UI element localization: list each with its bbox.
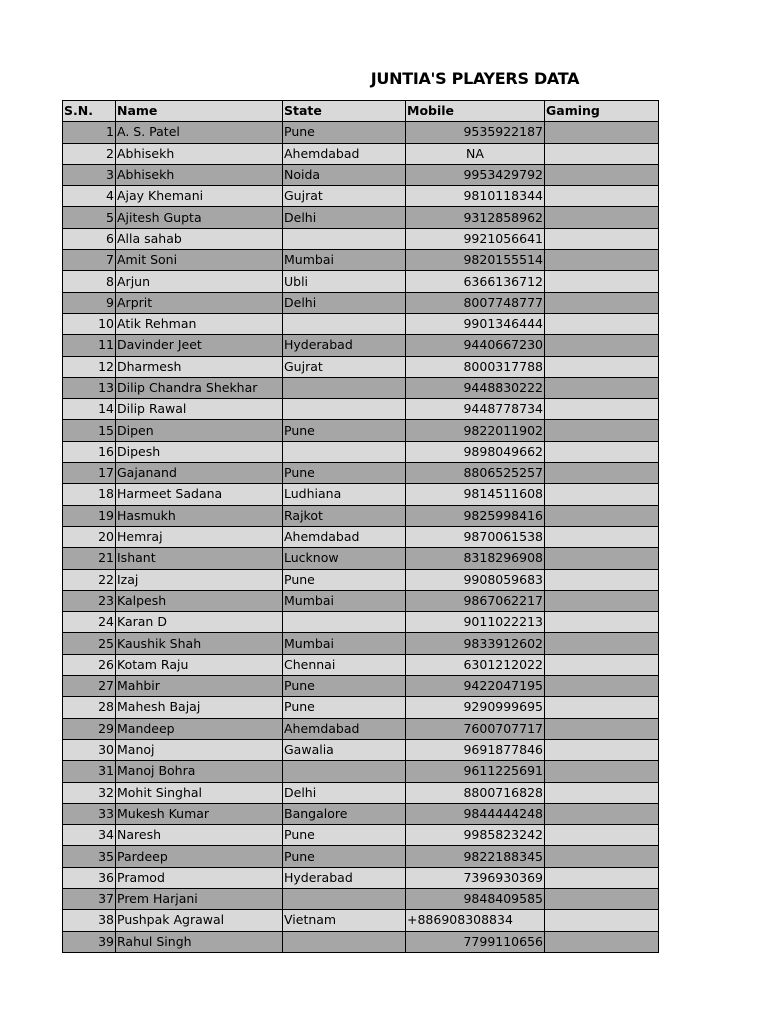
cell-gaming: [545, 548, 659, 569]
cell-sn: 21: [63, 548, 116, 569]
cell-name: A. S. Patel: [116, 122, 283, 143]
table-row: [63, 697, 659, 718]
cell-state: Pune: [283, 825, 406, 846]
table-row: [63, 399, 659, 420]
cell-state: Pune: [283, 569, 406, 590]
cell-mobile: 9691877846: [406, 739, 545, 760]
cell-sn: 18: [63, 484, 116, 505]
cell-sn: 12: [63, 356, 116, 377]
cell-state: Delhi: [283, 292, 406, 313]
table-row: [63, 484, 659, 505]
cell-mobile: 9848409585: [406, 888, 545, 909]
cell-mobile: 9814511608: [406, 484, 545, 505]
cell-state: [283, 377, 406, 398]
cell-gaming: [545, 399, 659, 420]
cell-sn: 31: [63, 761, 116, 782]
cell-gaming: [545, 207, 659, 228]
cell-mobile: 9440667230: [406, 335, 545, 356]
table-row: [63, 526, 659, 547]
table-row: [63, 590, 659, 611]
cell-mobile: 6301212022: [406, 654, 545, 675]
cell-sn: 35: [63, 846, 116, 867]
cell-sn: 3: [63, 164, 116, 185]
cell-sn: 25: [63, 633, 116, 654]
cell-mobile: 9833912602: [406, 633, 545, 654]
cell-mobile: 7600707717: [406, 718, 545, 739]
cell-sn: 13: [63, 377, 116, 398]
table-row: [63, 505, 659, 526]
table-row: [63, 633, 659, 654]
cell-mobile: 9898049662: [406, 441, 545, 462]
cell-mobile: 9953429792: [406, 164, 545, 185]
table-row: [63, 612, 659, 633]
cell-sn: 9: [63, 292, 116, 313]
cell-state: Pune: [283, 846, 406, 867]
cell-gaming: [545, 377, 659, 398]
cell-state: Gujrat: [283, 356, 406, 377]
cell-gaming: [545, 654, 659, 675]
cell-sn: 20: [63, 526, 116, 547]
cell-state: [283, 612, 406, 633]
cell-state: Chennai: [283, 654, 406, 675]
cell-name: Ajitesh Gupta: [116, 207, 283, 228]
column-header-name: Name: [116, 101, 283, 122]
cell-state: Mumbai: [283, 250, 406, 271]
cell-state: [283, 441, 406, 462]
cell-name: Mukesh Kumar: [116, 803, 283, 824]
cell-state: Delhi: [283, 207, 406, 228]
table-row: [63, 846, 659, 867]
table-body: [63, 122, 659, 953]
cell-state: Bangalore: [283, 803, 406, 824]
cell-name: Abhisekh: [116, 143, 283, 164]
cell-gaming: [545, 271, 659, 292]
cell-state: Gawalia: [283, 739, 406, 760]
cell-state: Ludhiana: [283, 484, 406, 505]
table-row: [63, 122, 659, 143]
cell-mobile: 9844444248: [406, 803, 545, 824]
cell-name: Ajay Khemani: [116, 186, 283, 207]
cell-mobile: 9011022213: [406, 612, 545, 633]
cell-name: Dharmesh: [116, 356, 283, 377]
cell-state: Noida: [283, 164, 406, 185]
cell-mobile: 9921056641: [406, 228, 545, 249]
cell-name: Mahesh Bajaj: [116, 697, 283, 718]
cell-sn: 32: [63, 782, 116, 803]
cell-sn: 36: [63, 867, 116, 888]
cell-gaming: [545, 526, 659, 547]
table-row: [63, 441, 659, 462]
cell-name: Abhisekh: [116, 164, 283, 185]
cell-state: [283, 399, 406, 420]
cell-gaming: [545, 463, 659, 484]
cell-gaming: [545, 825, 659, 846]
table-row: [63, 654, 659, 675]
cell-sn: 39: [63, 931, 116, 952]
cell-mobile: 8000317788: [406, 356, 545, 377]
cell-state: Hyderabad: [283, 867, 406, 888]
cell-state: Pune: [283, 697, 406, 718]
cell-gaming: [545, 569, 659, 590]
cell-gaming: [545, 846, 659, 867]
cell-name: Mandeep: [116, 718, 283, 739]
cell-name: Dilip Chandra Shekhar: [116, 377, 283, 398]
cell-gaming: [545, 164, 659, 185]
cell-mobile: 9312858962: [406, 207, 545, 228]
cell-name: Ishant: [116, 548, 283, 569]
cell-gaming: [545, 697, 659, 718]
cell-gaming: [545, 718, 659, 739]
cell-sn: 8: [63, 271, 116, 292]
cell-gaming: [545, 633, 659, 654]
cell-name: Arjun: [116, 271, 283, 292]
cell-sn: 14: [63, 399, 116, 420]
cell-gaming: [545, 782, 659, 803]
cell-sn: 4: [63, 186, 116, 207]
cell-name: Kalpesh: [116, 590, 283, 611]
cell-name: Karan D: [116, 612, 283, 633]
cell-mobile: NA: [406, 143, 545, 164]
cell-mobile: 9822188345: [406, 846, 545, 867]
cell-sn: 10: [63, 313, 116, 334]
cell-state: Vietnam: [283, 910, 406, 931]
cell-name: Mohit Singhal: [116, 782, 283, 803]
cell-name: Arprit: [116, 292, 283, 313]
page-title: JUNTIA'S PLAYERS DATA: [370, 69, 580, 88]
cell-state: Ahemdabad: [283, 526, 406, 547]
table-row: [63, 420, 659, 441]
cell-name: Pardeep: [116, 846, 283, 867]
cell-mobile: 8007748777: [406, 292, 545, 313]
cell-sn: 38: [63, 910, 116, 931]
cell-state: Ubli: [283, 271, 406, 292]
cell-gaming: [545, 228, 659, 249]
cell-gaming: [545, 590, 659, 611]
cell-mobile: 6366136712: [406, 271, 545, 292]
cell-name: Harmeet Sadana: [116, 484, 283, 505]
table-row: [63, 186, 659, 207]
cell-sn: 22: [63, 569, 116, 590]
cell-gaming: [545, 910, 659, 931]
cell-name: Atik Rehman: [116, 313, 283, 334]
cell-mobile: 9870061538: [406, 526, 545, 547]
cell-mobile: 8318296908: [406, 548, 545, 569]
table-row: [63, 313, 659, 334]
cell-mobile: 9867062217: [406, 590, 545, 611]
cell-name: Gajanand: [116, 463, 283, 484]
cell-gaming: [545, 420, 659, 441]
table-row: [63, 548, 659, 569]
cell-gaming: [545, 484, 659, 505]
cell-gaming: [545, 143, 659, 164]
cell-state: Pune: [283, 676, 406, 697]
cell-name: Rahul Singh: [116, 931, 283, 952]
cell-mobile: 9422047195: [406, 676, 545, 697]
cell-mobile: 8806525257: [406, 463, 545, 484]
cell-mobile: 9611225691: [406, 761, 545, 782]
cell-state: Mumbai: [283, 633, 406, 654]
table-row: [63, 910, 659, 931]
cell-sn: 15: [63, 420, 116, 441]
cell-gaming: [545, 761, 659, 782]
table-row: [63, 271, 659, 292]
table-row: [63, 888, 659, 909]
column-header-state: State: [283, 101, 406, 122]
cell-name: Pramod: [116, 867, 283, 888]
cell-sn: 33: [63, 803, 116, 824]
cell-gaming: [545, 888, 659, 909]
table-row: [63, 335, 659, 356]
cell-state: Mumbai: [283, 590, 406, 611]
cell-sn: 29: [63, 718, 116, 739]
cell-sn: 2: [63, 143, 116, 164]
column-header-sn: S.N.: [63, 101, 116, 122]
cell-sn: 28: [63, 697, 116, 718]
cell-gaming: [545, 867, 659, 888]
cell-sn: 17: [63, 463, 116, 484]
cell-sn: 30: [63, 739, 116, 760]
cell-name: Dipen: [116, 420, 283, 441]
cell-sn: 16: [63, 441, 116, 462]
table-row: [63, 463, 659, 484]
cell-name: Alla sahab: [116, 228, 283, 249]
cell-state: [283, 931, 406, 952]
table-row: [63, 739, 659, 760]
players-table: [62, 100, 659, 953]
cell-gaming: [545, 739, 659, 760]
cell-mobile: 9535922187: [406, 122, 545, 143]
cell-state: Ahemdabad: [283, 143, 406, 164]
table-row: [63, 931, 659, 952]
cell-sn: 1: [63, 122, 116, 143]
cell-gaming: [545, 313, 659, 334]
cell-gaming: [545, 335, 659, 356]
cell-state: Lucknow: [283, 548, 406, 569]
cell-mobile: 9448778734: [406, 399, 545, 420]
cell-mobile: +886908308834: [406, 910, 545, 931]
cell-sn: 34: [63, 825, 116, 846]
table-row: [63, 377, 659, 398]
cell-name: Manoj: [116, 739, 283, 760]
cell-name: Kotam Raju: [116, 654, 283, 675]
cell-name: Davinder Jeet: [116, 335, 283, 356]
cell-sn: 6: [63, 228, 116, 249]
cell-name: Pushpak Agrawal: [116, 910, 283, 931]
cell-name: Mahbir: [116, 676, 283, 697]
cell-gaming: [545, 250, 659, 271]
cell-mobile: 9290999695: [406, 697, 545, 718]
cell-sn: 19: [63, 505, 116, 526]
cell-name: Amit Soni: [116, 250, 283, 271]
cell-mobile: 7799110656: [406, 931, 545, 952]
table-row: [63, 356, 659, 377]
cell-gaming: [545, 292, 659, 313]
cell-gaming: [545, 676, 659, 697]
cell-name: Izaj: [116, 569, 283, 590]
cell-name: Naresh: [116, 825, 283, 846]
cell-state: Gujrat: [283, 186, 406, 207]
cell-state: Ahemdabad: [283, 718, 406, 739]
table-row: [63, 228, 659, 249]
cell-mobile: 7396930369: [406, 867, 545, 888]
cell-name: Manoj Bohra: [116, 761, 283, 782]
cell-name: Hasmukh: [116, 505, 283, 526]
table-header-row: [63, 101, 659, 122]
table-row: [63, 718, 659, 739]
table-row: [63, 143, 659, 164]
table-row: [63, 803, 659, 824]
cell-state: Delhi: [283, 782, 406, 803]
cell-gaming: [545, 803, 659, 824]
cell-mobile: 9820155514: [406, 250, 545, 271]
cell-mobile: 9448830222: [406, 377, 545, 398]
cell-name: Dipesh: [116, 441, 283, 462]
table-row: [63, 825, 659, 846]
cell-sn: 26: [63, 654, 116, 675]
cell-mobile: 9908059683: [406, 569, 545, 590]
cell-sn: 24: [63, 612, 116, 633]
cell-state: Pune: [283, 122, 406, 143]
table-row: [63, 164, 659, 185]
table-row: [63, 761, 659, 782]
cell-sn: 7: [63, 250, 116, 271]
table-row: [63, 676, 659, 697]
cell-state: [283, 313, 406, 334]
cell-name: Prem Harjani: [116, 888, 283, 909]
cell-mobile: 8800716828: [406, 782, 545, 803]
cell-gaming: [545, 356, 659, 377]
cell-gaming: [545, 505, 659, 526]
cell-gaming: [545, 122, 659, 143]
cell-state: Pune: [283, 463, 406, 484]
cell-state: [283, 228, 406, 249]
cell-mobile: 9901346444: [406, 313, 545, 334]
table-row: [63, 782, 659, 803]
column-header-mobile: Mobile: [406, 101, 545, 122]
cell-gaming: [545, 441, 659, 462]
table-row: [63, 292, 659, 313]
column-header-gaming: Gaming: [545, 101, 659, 122]
cell-gaming: [545, 931, 659, 952]
table-row: [63, 867, 659, 888]
cell-state: Hyderabad: [283, 335, 406, 356]
cell-mobile: 9985823242: [406, 825, 545, 846]
table-row: [63, 569, 659, 590]
cell-sn: 37: [63, 888, 116, 909]
cell-sn: 23: [63, 590, 116, 611]
table-row: [63, 250, 659, 271]
cell-state: Rajkot: [283, 505, 406, 526]
cell-gaming: [545, 186, 659, 207]
cell-state: Pune: [283, 420, 406, 441]
cell-name: Kaushik Shah: [116, 633, 283, 654]
cell-mobile: 9822011902: [406, 420, 545, 441]
cell-gaming: [545, 612, 659, 633]
table-row: [63, 207, 659, 228]
cell-name: Dilip Rawal: [116, 399, 283, 420]
cell-sn: 5: [63, 207, 116, 228]
cell-sn: 27: [63, 676, 116, 697]
cell-name: Hemraj: [116, 526, 283, 547]
cell-state: [283, 888, 406, 909]
cell-mobile: 9825998416: [406, 505, 545, 526]
cell-sn: 11: [63, 335, 116, 356]
cell-mobile: 9810118344: [406, 186, 545, 207]
cell-state: [283, 761, 406, 782]
